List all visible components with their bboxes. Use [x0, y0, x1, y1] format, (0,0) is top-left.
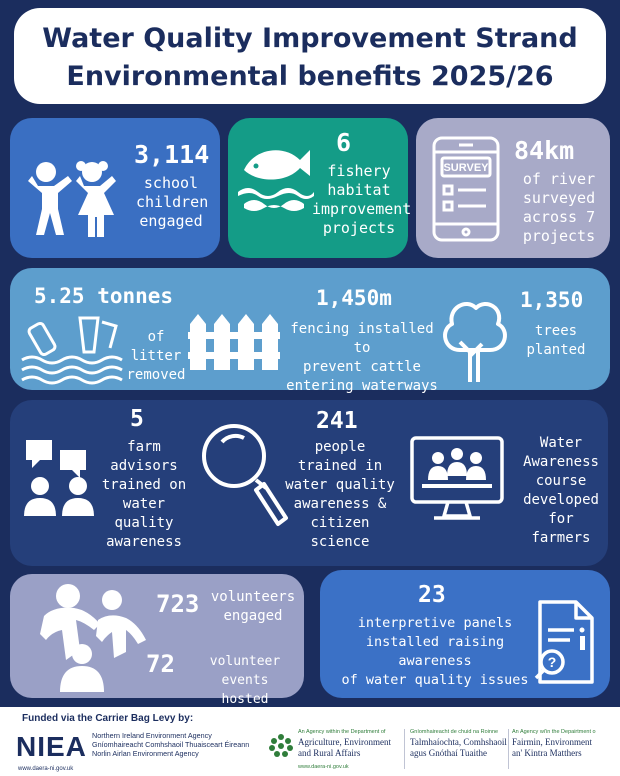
survey-tablet-icon	[426, 134, 506, 244]
fishery-label-3: improvement	[312, 200, 412, 218]
panels-label-3: of water quality issues	[341, 672, 529, 688]
advisors-value: 5	[130, 406, 144, 432]
people-label-6: science	[310, 534, 370, 550]
title-line-2: Environmental benefits 2025/26	[66, 61, 554, 92]
advisors-label-4: water	[122, 496, 166, 512]
people-label-2: trained in	[297, 458, 383, 474]
people-label-1: people	[314, 439, 366, 455]
volunteers-label-2: engaged	[223, 608, 283, 624]
panels-label-1: interpretive panels	[357, 615, 513, 631]
panels-label-2: installed raising awareness	[365, 634, 505, 669]
children-label-2: children	[136, 193, 209, 211]
course-label-4: developed	[523, 492, 599, 508]
niea-name-ulster-scots: Norlin Airlan Environment Agency	[92, 749, 199, 758]
funded-by-text: Funded via the Carrier Bag Levy by:	[22, 713, 194, 724]
irish-pre: Gníomhaireacht de chuid na Roinne	[410, 729, 499, 735]
advisors-label-3: trained on	[101, 477, 187, 493]
info-document-icon	[530, 598, 602, 688]
scots-name-line-2: an' Kintra Matthers	[512, 748, 582, 758]
svg-text:?: ?	[547, 654, 557, 670]
daera-url[interactable]: www.daera-ni.gov.uk	[298, 764, 349, 770]
fish-icon	[234, 134, 314, 214]
litter-in-water-icon	[20, 312, 130, 386]
daera-name-line-1: Agriculture, Environment	[298, 737, 391, 747]
children-card	[10, 118, 220, 258]
volunteers-card	[10, 574, 304, 707]
daera-pre: An Agency within the Department of	[298, 729, 386, 735]
daera-name-line-2: and Rural Affairs	[298, 748, 361, 758]
panels-card	[320, 570, 610, 698]
scots-pre: An Agency wi'in the Depairtment o	[512, 729, 596, 735]
litter-label-1: of litter	[130, 329, 182, 364]
daera-logo-icon	[268, 733, 294, 759]
litter-value: 5.25 tonnes	[34, 284, 174, 308]
niea-logo: NIEA	[16, 731, 87, 762]
advisors-label-5: quality	[114, 515, 174, 531]
fishery-label-2: habitat	[327, 181, 391, 199]
fencing-label-2: prevent cattle	[302, 359, 421, 375]
panels-value: 23	[418, 582, 446, 608]
footer-divider-2	[508, 729, 509, 769]
course-label-3: course	[535, 473, 587, 489]
fencing-label-1: fencing installed to	[290, 321, 434, 356]
litter-fencing-trees-card	[10, 268, 610, 394]
niea-url[interactable]: www.daera-ni.gov.uk	[18, 766, 74, 772]
title-line-1: Water Quality Improvement Strand	[42, 23, 578, 54]
events-value: 72	[146, 650, 175, 678]
niea-name-irish: Gníomhaireacht Comhshaoil Thuaisceart Éireann	[92, 740, 250, 749]
course-label-1: Water	[539, 435, 583, 451]
events-label-1: volunteer events	[209, 654, 281, 688]
river-label-1: of river	[522, 170, 596, 188]
title-banner	[14, 8, 606, 104]
scots-name-line-1: Fairmin, Environment	[512, 737, 592, 747]
children-value: 3,114	[134, 140, 210, 169]
river-label-3: across 7	[522, 208, 596, 226]
children-label-1: school	[143, 174, 199, 192]
survey-label: SURVEY	[443, 162, 489, 174]
trees-label-2: planted	[526, 342, 586, 358]
fence-icon	[188, 312, 280, 372]
litter-label-2: removed	[126, 367, 186, 383]
people-label-4: awareness &	[293, 496, 387, 512]
fencing-label-3: entering waterways	[286, 378, 438, 394]
children-icon	[18, 158, 122, 238]
footer-divider-1	[404, 729, 405, 769]
training-card	[10, 400, 608, 566]
course-label-5: for farmers	[531, 511, 591, 546]
people-value: 241	[316, 408, 358, 434]
course-label-2: Awareness	[523, 454, 599, 470]
online-course-monitor-icon	[408, 434, 506, 526]
trees-value: 1,350	[520, 288, 584, 312]
fishery-value: 6	[336, 128, 352, 157]
trees-label-1: trees	[534, 323, 578, 339]
river-label-4: projects	[522, 227, 596, 245]
volunteers-value: 723	[156, 590, 200, 618]
fishery-label-1: fishery	[327, 162, 391, 180]
magnifying-glass-icon	[198, 420, 294, 538]
river-value: 84km	[514, 136, 575, 165]
river-label-2: surveyed	[522, 189, 596, 207]
advisors-label-1: farm	[127, 439, 161, 455]
advisors-label-6: awareness	[106, 534, 182, 550]
fishery-label-4: projects	[322, 219, 396, 237]
river-card	[416, 118, 610, 258]
tree-icon	[438, 294, 510, 386]
people-label-5: citizen	[310, 515, 370, 531]
irish-name-line-1: Talmhaíochta, Comhshaoil	[410, 737, 507, 747]
fencing-value: 1,450m	[316, 286, 392, 310]
footer	[0, 707, 620, 776]
events-label-2: hosted	[221, 692, 269, 707]
advisors-label-2: advisors	[110, 458, 178, 474]
volunteers-family-icon	[24, 580, 154, 696]
volunteers-label-1: volunteers	[210, 589, 296, 605]
advisors-chat-icon	[20, 436, 104, 528]
irish-name-line-2: agus Gnóthaí Tuaithe	[410, 748, 488, 758]
niea-name-english: Northern Ireland Environment Agency	[92, 731, 212, 740]
children-label-3: engaged	[139, 212, 203, 230]
people-label-3: water quality	[285, 477, 395, 493]
fishery-card	[228, 118, 412, 258]
